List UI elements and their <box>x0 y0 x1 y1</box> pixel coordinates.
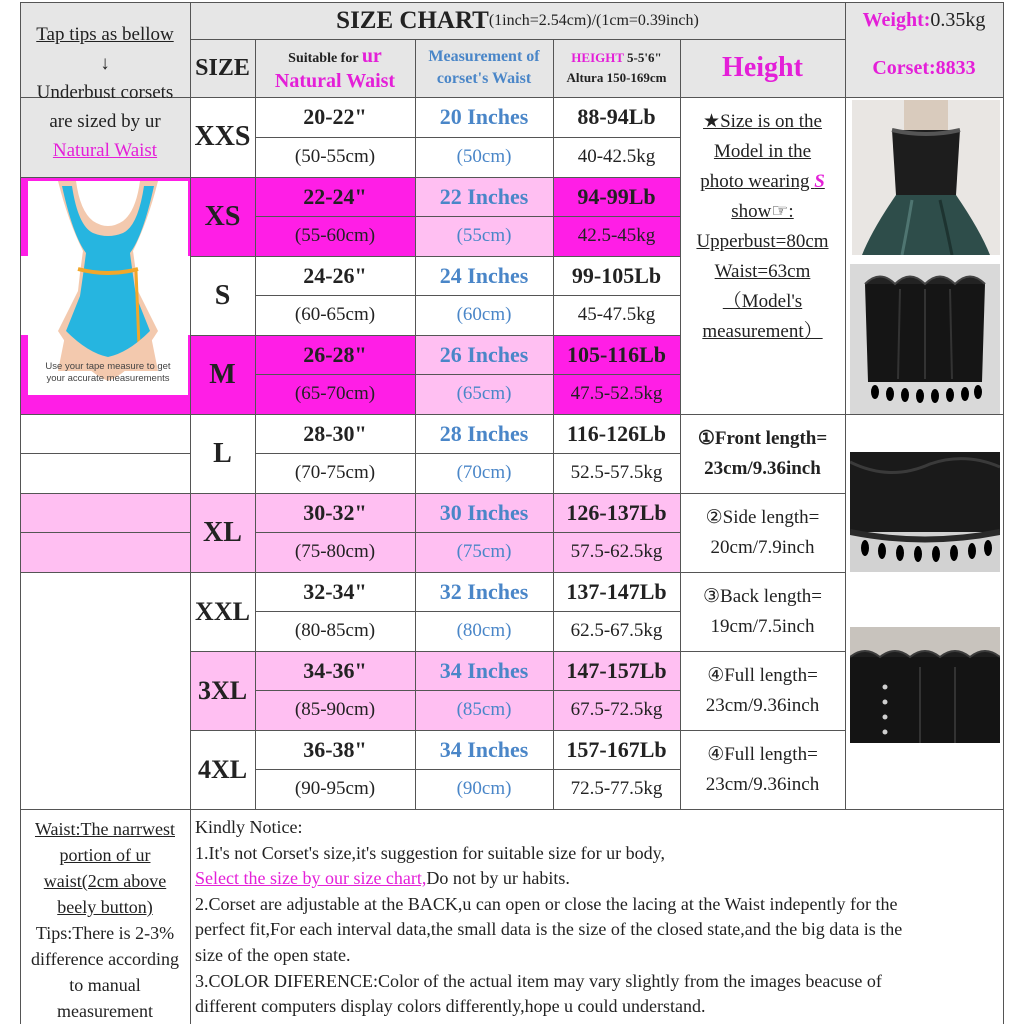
col-height-weight: HEIGHT 5-5'6" Altura 150-169cm <box>566 50 667 85</box>
corset-cm: (85cm) <box>456 699 512 720</box>
product-photo-model <box>852 100 1000 255</box>
weight-kg: 72.5-77.5kg <box>570 778 663 799</box>
weight-kg: 45-47.5kg <box>577 304 656 325</box>
size-label: 4XL <box>197 754 248 784</box>
natural-inch: 32-34" <box>303 578 367 604</box>
col-height: Height <box>722 52 803 83</box>
natural-cm: (55-60cm) <box>294 225 376 246</box>
natural-cm: (75-80cm) <box>294 541 376 562</box>
natural-inch: 22-24" <box>303 183 367 209</box>
natural-inch: 34-36" <box>303 657 367 683</box>
weight-kg: 47.5-52.5kg <box>570 383 663 404</box>
size-label: XXS <box>194 121 251 152</box>
col-natural-waist: Suitable for ur Natural Waist <box>274 44 396 92</box>
natural-cm: (50-55cm) <box>294 146 376 167</box>
weight-lb: 88-94Lb <box>577 104 656 129</box>
corset-cm: (65cm) <box>456 383 512 404</box>
size-label: 3XL <box>197 675 248 705</box>
corset-cm: (90cm) <box>456 778 512 799</box>
weight-kg: 52.5-57.5kg <box>570 462 663 483</box>
kindly-notice: Kindly Notice: 1.It's not Corset's size,it's suggestion for suitable size for ur body, Select the size by our size chart,Do not by ur habits. 2.Corset are adjustable at the BACK,u can open or close the lacing at the Waist indepently for the perfect fit,For each interval data,the small data is the size of the closed state,and the big data is the size of the open state. 3.COLOR DIFERENCE:Color of the actual item may vary slightly from the images beacuse of different computers display colors differently,hope u could understand. <box>195 817 903 1017</box>
corset-inch: 24 Inches <box>439 262 529 288</box>
corset-cm: (50cm) <box>456 146 512 167</box>
corset-front-icon <box>850 264 1000 414</box>
corset-side-icon <box>850 452 1000 572</box>
weight-kg: 40-42.5kg <box>577 146 656 167</box>
weight-kg: 57.5-62.5kg <box>570 541 663 562</box>
natural-inch: 20-22" <box>303 104 367 129</box>
size-label: XL <box>203 516 242 548</box>
natural-cm: (85-90cm) <box>294 699 376 720</box>
weight-kg: 67.5-72.5kg <box>570 699 663 720</box>
corset-cm: (60cm) <box>456 304 512 325</box>
arrow-down-icon: ↓ <box>100 53 110 74</box>
full-length: ④Full length= 23cm/9.36inch <box>705 743 820 795</box>
weight-lb: 116-126Lb <box>566 420 667 446</box>
col-size: SIZE <box>195 54 250 81</box>
weight-lb: 105-116Lb <box>566 341 667 367</box>
size-label: M <box>209 358 236 390</box>
weight-lb: 137-147Lb <box>566 578 667 604</box>
size-label: S <box>214 279 231 311</box>
natural-inch: 26-28" <box>303 341 367 367</box>
col-corset-waist: Measurement of corset's Waist <box>428 48 540 87</box>
natural-waist-link[interactable]: Natural Waist <box>52 140 158 161</box>
natural-inch: 30-32" <box>303 499 367 525</box>
waist-tip: Waist:The narrwest portion of ur waist(2cm above beely button) Tips:There is 2-3% difference according to manual measurement <box>30 819 180 1021</box>
natural-inch: 28-30" <box>303 420 367 446</box>
tape-caption: Use your tape measure to get your accurate measurements <box>45 361 171 384</box>
weight-lb: 94-99Lb <box>577 183 656 209</box>
corset-inch: 30 Inches <box>439 499 529 525</box>
weight-kg: 42.5-45kg <box>577 225 656 246</box>
product-photo-side <box>850 452 1000 572</box>
natural-inch: 36-38" <box>303 736 367 762</box>
chart-title: SIZE CHART (1inch=2.54cm)/(1cm=0.39inch) <box>336 6 699 34</box>
corset-back-icon <box>850 627 1000 743</box>
side-length: ②Side length= 20cm/7.9inch <box>705 506 820 558</box>
corset-cm: (70cm) <box>456 462 512 483</box>
weight-lb: 147-157Lb <box>566 657 667 683</box>
corset-inch: 28 Inches <box>439 420 529 446</box>
corset-dress-icon <box>852 100 1000 255</box>
back-length: ③Back length= 19cm/7.5inch <box>702 585 823 637</box>
weight-lb: 157-167Lb <box>566 736 667 762</box>
natural-cm: (80-85cm) <box>294 620 376 641</box>
front-length: ①Front length= 23cm/9.36inch <box>697 427 828 479</box>
corset-cm: (75cm) <box>456 541 512 562</box>
weight-label: Weight: 0.35kg <box>862 9 986 31</box>
size-label: L <box>213 437 232 469</box>
natural-cm: (65-70cm) <box>294 383 376 404</box>
corset-inch: 22 Inches <box>439 183 529 209</box>
corset-inch: 34 Inches <box>439 736 529 762</box>
full-length: ④Full length= 23cm/9.36inch <box>705 664 820 716</box>
weight-lb: 126-137Lb <box>566 499 667 525</box>
corset-cm: (80cm) <box>456 620 512 641</box>
natural-cm: (70-75cm) <box>294 462 376 483</box>
product-photo-back <box>850 627 1000 743</box>
tape-measure-illustration <box>28 181 188 395</box>
corset-inch: 26 Inches <box>439 341 529 367</box>
weight-kg: 62.5-67.5kg <box>570 620 663 641</box>
model-info: ★Size is on the Model in the photo wearing S show☞: Upperbust=80cm Waist=63cm （Model's measurement） <box>696 111 829 342</box>
size-chart-link[interactable]: Select the size by our size chart, <box>195 868 427 889</box>
natural-inch: 24-26" <box>303 262 367 288</box>
corset-inch: 34 Inches <box>439 657 529 683</box>
natural-cm: (90-95cm) <box>294 778 376 799</box>
corset-inch: 20 Inches <box>439 104 529 129</box>
corset-cm: (55cm) <box>456 225 512 246</box>
corset-code: Corset: 8833 <box>872 56 976 79</box>
natural-cm: (60-65cm) <box>294 304 376 325</box>
corset-inch: 32 Inches <box>439 578 529 604</box>
size-label: XS <box>204 200 241 232</box>
product-photo-front <box>850 264 1000 414</box>
weight-lb: 99-105Lb <box>571 262 662 288</box>
size-label: XXL <box>195 596 250 626</box>
tips-box: Tap tips as bellow ↓ Underbust corsets are sized by ur Natural Waist <box>20 2 190 177</box>
